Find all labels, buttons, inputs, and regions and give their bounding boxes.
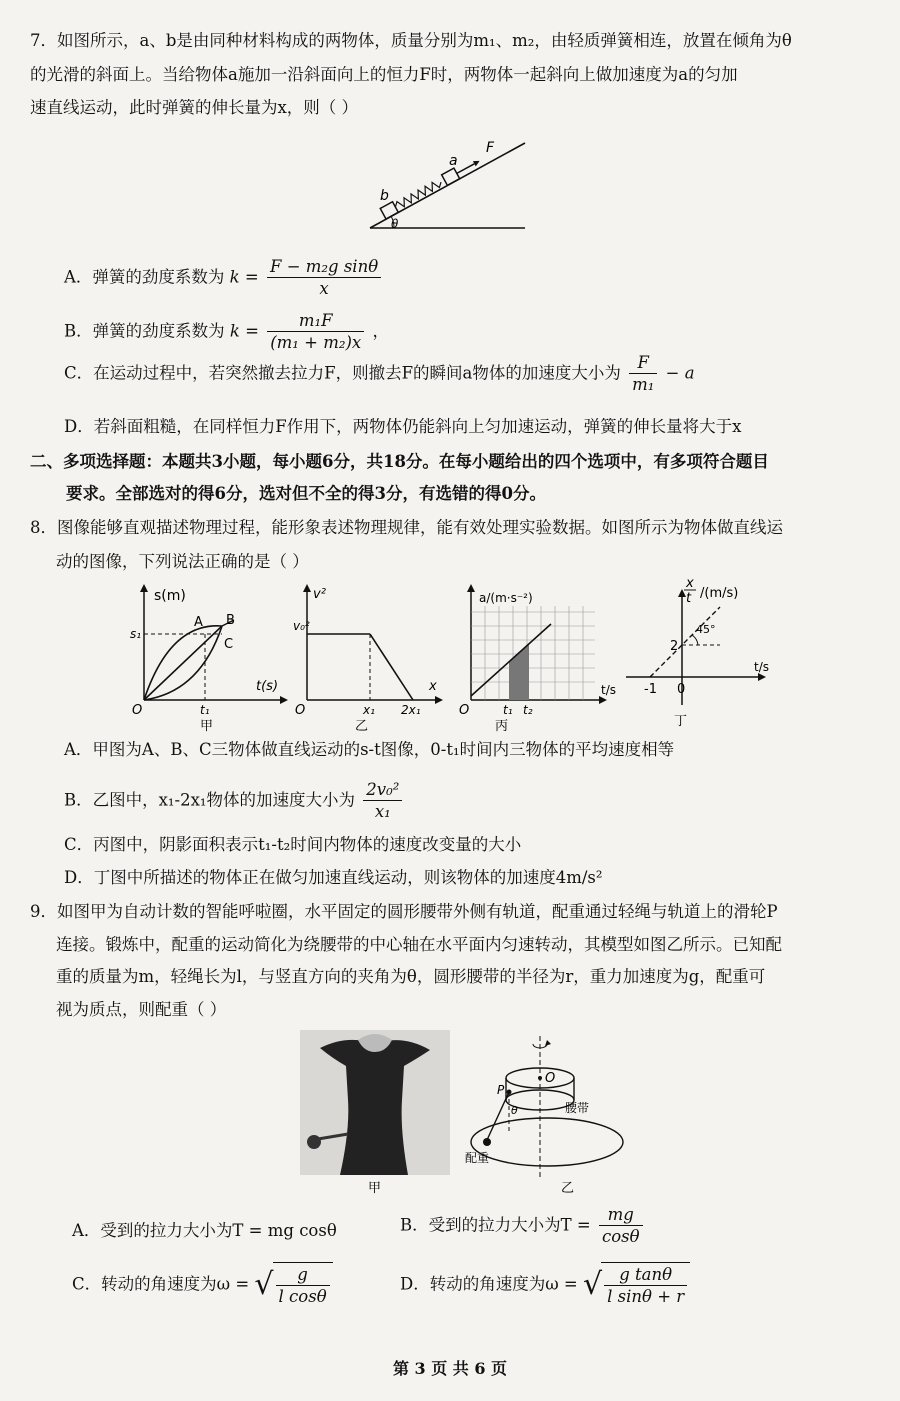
ding-two: 2 [670, 639, 679, 654]
q7-option-a [64, 256, 384, 300]
q9-model-yi [465, 1030, 635, 1203]
q8-a-text: A．甲图为A、B、C三物体做直线运动的s-t图像，0-t₁时间内三物体的平均速度相等 [64, 740, 675, 759]
q8-d-text: D．丁图中所描述的物体正在做匀加速直线运动，则该物体的加速度4m/s² [64, 868, 603, 887]
q9-c-sqrt: √ $\frac{g}{\text{l cosθ}}$ [254, 1262, 332, 1308]
q7-b-lhs: k = [229, 321, 259, 341]
ding-minus1: -1 [644, 682, 657, 697]
yi-xlabel: x [429, 679, 437, 694]
ding-ylabel-num: x [686, 576, 694, 591]
jia-C: C [224, 637, 234, 652]
q7-stem [30, 28, 792, 121]
yi-ylabel: v² [313, 587, 326, 602]
q7-option-b [64, 310, 389, 354]
q9-d-num: g tanθ [604, 1264, 687, 1286]
q7-a-fraction [267, 256, 381, 300]
q9-label-belt: 腰带 [565, 1101, 590, 1115]
q9-a-text: A．受到的拉力大小为T = mg cosθ [72, 1221, 337, 1240]
q7-b-suffix: ， [372, 321, 389, 341]
q8-c-text: C．丙图中，阴影面积表示t₁-t₂时间内物体的速度改变量的大小 [64, 835, 522, 854]
jia-A: A [194, 615, 203, 630]
jia-B: B [226, 613, 235, 628]
jia-s1: s₁ [130, 627, 142, 641]
q7-incline-figure [360, 135, 540, 243]
q7-b-num: m₁F [267, 310, 364, 332]
q9-line-4: 视为质点，则配重（ ） [56, 999, 227, 1019]
ding-angle: 45° [696, 623, 716, 636]
q9-d-den: l sinθ + r [607, 1287, 685, 1307]
yi-caption: 乙 [355, 719, 369, 734]
graph-bing [455, 582, 615, 740]
bing-xlabel: t/s [601, 683, 616, 697]
yi-x2: 2x₁ [401, 703, 421, 717]
q9-c-den: l cosθ [278, 1287, 327, 1307]
q9-line-3: 重的质量为m，轻绳长为l，与竖直方向的夹角为θ，圆形腰带的半径为r，重力加速度为g，配重可 [56, 967, 766, 987]
q7-c-fraction [629, 352, 657, 396]
q8-option-c [64, 832, 521, 858]
q8-b-den: x₁ [374, 802, 391, 822]
ding-ylabel-unit: /(m/s) [700, 586, 739, 601]
q9-label-O: O [545, 1071, 556, 1086]
jia-caption: 甲 [200, 719, 214, 734]
q9-d-text: D．转动的角速度为ω = [400, 1274, 578, 1294]
q8-b-num: 2v₀² [363, 779, 402, 801]
q9-photo-jia [300, 1030, 450, 1203]
q9-b-den: cosθ [601, 1227, 640, 1247]
q8-option-d [64, 865, 603, 891]
ding-xlabel: t/s [754, 660, 769, 674]
q8-b-text: B．乙图中，x₁-2x₁物体的加速度大小为 [64, 790, 356, 810]
graph-yi [295, 582, 445, 740]
q7-option-c [64, 352, 695, 396]
q7-c-den: m₁ [632, 375, 655, 395]
q9-b-fraction [599, 1204, 643, 1248]
graph-ding [620, 575, 775, 740]
q7-line-3: 速直线运动，此时弹簧的伸长量为x，则（ ） [30, 98, 359, 118]
jia-ylabel: s(m) [154, 588, 186, 604]
q7-line-1: 7．如图所示，a、b是由同种材料构成的两物体，质量分别为m₁、m₂，由轻质弹簧相连，放置在倾角为θ [30, 31, 792, 50]
label-b: b [380, 188, 389, 204]
q9-line-1: 9．如图甲为自动计数的智能呼啦圈，水平固定的圆形腰带外侧有轨道，配重通过轻绳与轨道上的滑轮P [30, 902, 778, 921]
label-a: a [449, 153, 458, 169]
q8-line-2: 动的图像，下列说法正确的是（ ） [56, 551, 309, 571]
ding-ylabel-den: t [686, 591, 692, 606]
q8-option-b [64, 779, 405, 823]
q7-c-num: F [629, 352, 657, 374]
q8-option-a [64, 737, 674, 763]
yi-v0: v₀² [293, 619, 310, 633]
q9-b-num: mg [599, 1204, 643, 1226]
q9-d-sqrt: √ $\frac{\text{g tanθ}}{\text{l sinθ + r}}$ [583, 1262, 690, 1308]
q7-a-lhs: k = [229, 267, 259, 287]
q9-option-a [72, 1218, 337, 1244]
q7-b-text: B．弹簧的劲度系数为 [64, 321, 225, 341]
q7-c-text: C．在运动过程中，若突然撤去拉力F，则撤去F的瞬间a物体的加速度大小为 [64, 363, 621, 383]
q7-a-den: x [319, 279, 329, 299]
q9-cap-jia: 甲 [368, 1181, 382, 1196]
q9-c-num: g [276, 1264, 330, 1286]
q9-d-fraction [604, 1264, 687, 1308]
yi-x1: x₁ [363, 703, 375, 717]
bing-O: O [459, 703, 470, 718]
q9-option-c [72, 1262, 333, 1308]
section-2-header [30, 449, 769, 506]
q9-option-d [400, 1262, 690, 1308]
ding-zero: 0 [677, 682, 686, 697]
bing-ylabel: a/(m·s⁻²) [479, 591, 533, 605]
bing-t2: t₂ [523, 703, 533, 717]
bing-t1: t₁ [503, 703, 513, 717]
q7-a-text: A．弹簧的劲度系数为 [64, 267, 225, 287]
q9-cap-yi: 乙 [561, 1181, 575, 1196]
q9-c-text: C．转动的角速度为ω = [72, 1274, 250, 1294]
page-footer: 第 3 页 共 6 页 [392, 1359, 508, 1378]
q9-stem [30, 899, 782, 1022]
q8-b-fraction [363, 779, 402, 823]
q7-c-suffix: − a [665, 363, 695, 383]
q7-option-d [64, 414, 741, 440]
q8-line-1: 8．图像能够直观描述物理过程，能形象表述物理规律，能有效处理实验数据。如图所示为物体做直线运 [30, 518, 783, 537]
section-2-line-2: 要求。全部选对的得6分，选对但不全的得3分，有选错的得0分。 [66, 483, 546, 503]
q7-line-2: 的光滑的斜面上。当给物体a施加一沿斜面向上的恒力F时，两物体一起斜向上做加速度为a的匀加 [30, 64, 738, 84]
section-2-line-1: 二、多项选择题：本题共3小题，每小题6分，共18分。在每小题给出的四个选项中，有多项符合题目 [30, 452, 769, 471]
q9-b-text: B．受到的拉力大小为T = [400, 1215, 591, 1235]
q9-label-weight: 配重 [465, 1151, 490, 1165]
q9-option-b [400, 1204, 646, 1248]
q9-c-fraction [276, 1264, 330, 1308]
q7-b-fraction [267, 310, 364, 354]
q9-label-theta: θ [511, 1104, 518, 1117]
q7-d-text: D．若斜面粗糙，在同样恒力F作用下，两物体仍能斜向上匀加速运动，弹簧的伸长量将大于x [64, 417, 742, 436]
jia-O: O [132, 703, 143, 718]
label-theta: θ [391, 217, 399, 231]
q8-stem [30, 515, 783, 574]
label-F: F [486, 140, 495, 156]
yi-O: O [295, 703, 306, 718]
q9-label-P: P [497, 1083, 505, 1097]
q7-a-num: F − m₂g sinθ [267, 256, 381, 278]
q9-line-2: 连接。锻炼中，配重的运动简化为绕腰带的中心轴在水平面内匀速转动，其模型如图乙所示。已知配 [56, 934, 782, 954]
jia-xlabel: t(s) [256, 679, 279, 694]
q7-b-den: (m₁ + m₂)x [270, 333, 362, 353]
graph-jia [130, 582, 290, 740]
jia-t1: t₁ [200, 703, 210, 717]
ding-caption: 丁 [674, 714, 688, 729]
bing-caption: 丙 [495, 719, 509, 734]
